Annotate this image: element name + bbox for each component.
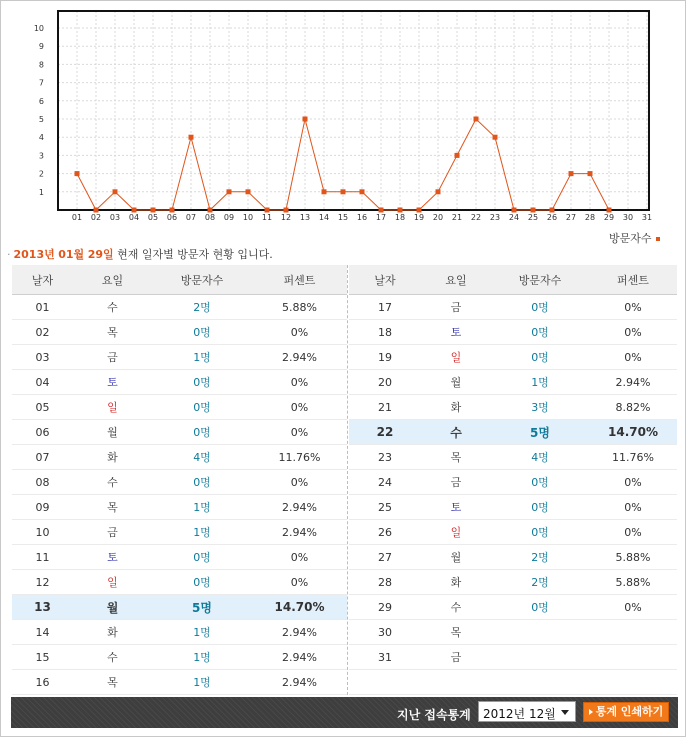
y-tick-label: 4: [38, 133, 44, 143]
table-row: [12, 345, 347, 370]
header-percent: 퍼센트: [589, 265, 677, 295]
data-point: [607, 208, 612, 213]
cell-date: 28: [349, 570, 421, 595]
header-weekday: 요일: [421, 265, 491, 295]
table-row: [349, 570, 677, 595]
data-point: [322, 189, 327, 194]
header-percent: 퍼센트: [252, 265, 347, 295]
data-point: [360, 189, 365, 194]
cell-percent: 2.94%: [252, 620, 347, 645]
data-point: [455, 153, 460, 158]
cell-date: 26: [349, 520, 421, 545]
table-row: [12, 520, 347, 545]
legend-marker-icon: [656, 237, 660, 241]
cell-visitors: 0명: [152, 395, 252, 420]
cell-weekday: 수: [73, 645, 152, 670]
data-point: [398, 208, 403, 213]
table-row: [349, 620, 677, 645]
x-tick-label: 29: [603, 213, 615, 222]
cell-date: 27: [349, 545, 421, 570]
cell-weekday: 금: [73, 345, 152, 370]
table-row: [349, 545, 677, 570]
x-tick-label: 22: [470, 213, 482, 222]
cell-weekday: 수: [73, 295, 152, 320]
cell-percent: 0%: [589, 595, 677, 620]
cell-date: 20: [349, 370, 421, 395]
x-tick-label: 05: [147, 213, 159, 222]
x-tick-label: 21: [451, 213, 463, 222]
stats-table-right: [349, 265, 677, 695]
cell-weekday: 금: [421, 470, 491, 495]
x-tick-label: 25: [527, 213, 539, 222]
cell-weekday: 화: [73, 620, 152, 645]
cell-visitors: [491, 620, 589, 645]
cell-weekday: 목: [73, 670, 152, 695]
cell-date: 17: [349, 295, 421, 320]
y-tick-label: 9: [38, 42, 44, 52]
cell-percent: 2.94%: [252, 670, 347, 695]
cell-percent: [589, 670, 677, 695]
y-tick-label: 1: [38, 187, 44, 197]
cell-date: 22: [349, 420, 421, 445]
column-divider: [347, 265, 348, 695]
cell-date: 11: [12, 545, 73, 570]
cell-weekday: 목: [421, 620, 491, 645]
cell-date: 14: [12, 620, 73, 645]
table-row: [12, 395, 347, 420]
cell-visitors: [491, 670, 589, 695]
cell-weekday: 목: [73, 320, 152, 345]
cell-visitors: 1명: [152, 670, 252, 695]
cell-weekday: 월: [73, 595, 152, 620]
y-tick-label: 5: [38, 115, 44, 124]
cell-visitors: 0명: [491, 595, 589, 620]
x-tick-label: 09: [223, 213, 235, 222]
x-tick-label: 24: [508, 213, 520, 222]
cell-weekday: 금: [421, 295, 491, 320]
x-tick-label: 16: [356, 213, 368, 222]
cell-weekday: 토: [421, 495, 491, 520]
table-row: [12, 545, 347, 570]
cell-percent: 2.94%: [252, 520, 347, 545]
data-point: [265, 208, 270, 213]
table-row: [12, 595, 347, 620]
cell-visitors: 1명: [152, 645, 252, 670]
cell-percent: 0%: [252, 395, 347, 420]
x-tick-label: 31: [641, 213, 653, 222]
y-tick-label: 10: [33, 24, 44, 33]
chevron-down-icon: [561, 710, 569, 715]
cell-visitors: 1명: [491, 370, 589, 395]
x-tick-label: 20: [432, 213, 444, 222]
chart-legend: [609, 230, 660, 246]
cell-visitors: 0명: [152, 370, 252, 395]
data-point: [379, 208, 384, 213]
summary-month: 01월: [58, 248, 85, 261]
cell-percent: 2.94%: [252, 345, 347, 370]
x-tick-label: 18: [394, 213, 406, 222]
cell-weekday: 일: [421, 520, 491, 545]
cell-date: 24: [349, 470, 421, 495]
y-tick-label: 7: [38, 78, 44, 88]
cell-visitors: 5명: [491, 420, 589, 445]
x-tick-label: 12: [280, 213, 292, 222]
table-row: [349, 370, 677, 395]
cell-date: [349, 670, 421, 695]
cell-percent: 5.88%: [252, 295, 347, 320]
x-tick-label: 19: [413, 213, 425, 222]
table-row: [349, 470, 677, 495]
data-point: [569, 171, 574, 176]
data-point: [550, 208, 555, 213]
cell-percent: 8.82%: [589, 395, 677, 420]
table-row: [349, 320, 677, 345]
cell-visitors: 0명: [152, 570, 252, 595]
summary-line: [7, 246, 273, 262]
legend-label: 방문자수: [609, 232, 652, 245]
cell-visitors: 5명: [152, 595, 252, 620]
cell-percent: 2.94%: [252, 495, 347, 520]
table-row: [12, 620, 347, 645]
cell-visitors: 2명: [491, 545, 589, 570]
table-row: [12, 670, 347, 695]
cell-date: 31: [349, 645, 421, 670]
x-tick-label: 23: [489, 213, 501, 222]
table-row: [349, 395, 677, 420]
cell-weekday: 목: [421, 445, 491, 470]
summary-text: 현재 일자별 방문자 현황 입니다.: [113, 248, 273, 261]
x-tick-label: 07: [185, 213, 197, 222]
cell-weekday: 월: [73, 420, 152, 445]
x-tick-label: 04: [128, 213, 140, 222]
table-row: [12, 470, 347, 495]
data-point: [170, 208, 175, 213]
table-row: [349, 520, 677, 545]
table-row: [349, 670, 677, 695]
month-select-value: 2012년 12월: [483, 707, 556, 721]
cell-date: 19: [349, 345, 421, 370]
header-date: 날자: [12, 265, 73, 295]
cell-weekday: 금: [421, 645, 491, 670]
cell-date: 30: [349, 620, 421, 645]
cell-date: 10: [12, 520, 73, 545]
cell-visitors: 0명: [491, 470, 589, 495]
month-select[interactable]: [478, 701, 576, 722]
print-stats-label: 통계 인쇄하기: [595, 705, 664, 718]
cell-weekday: 일: [73, 395, 152, 420]
cell-date: 21: [349, 395, 421, 420]
cell-date: 18: [349, 320, 421, 345]
cell-weekday: 화: [73, 445, 152, 470]
cell-date: 01: [12, 295, 73, 320]
cell-percent: 0%: [252, 320, 347, 345]
data-point: [113, 189, 118, 194]
cell-visitors: 0명: [152, 545, 252, 570]
cell-date: 02: [12, 320, 73, 345]
header-visitors: 방문자수: [152, 265, 252, 295]
x-tick-label: 06: [166, 213, 178, 222]
table-row: [349, 345, 677, 370]
table-row: [12, 295, 347, 320]
x-tick-label: 02: [90, 213, 102, 222]
cell-percent: 14.70%: [589, 420, 677, 445]
x-tick-label: 03: [109, 213, 121, 222]
cell-visitors: 0명: [491, 295, 589, 320]
cell-date: 08: [12, 470, 73, 495]
cell-percent: 0%: [252, 570, 347, 595]
visitor-chart: [1, 1, 686, 241]
cell-percent: 11.76%: [252, 445, 347, 470]
data-point: [417, 208, 422, 213]
cell-percent: 5.88%: [589, 570, 677, 595]
table-row: [12, 445, 347, 470]
cell-weekday: 토: [421, 320, 491, 345]
table-row: [12, 320, 347, 345]
previous-stats-label: 지난 접속통계: [397, 708, 471, 722]
cell-date: 13: [12, 595, 73, 620]
table-row: [12, 570, 347, 595]
cell-visitors: 0명: [491, 320, 589, 345]
header-visitors: 방문자수: [491, 265, 589, 295]
data-point: [436, 189, 441, 194]
cell-date: 25: [349, 495, 421, 520]
x-tick-label: 13: [299, 213, 311, 222]
x-tick-label: 10: [242, 213, 254, 222]
header-weekday: 요일: [73, 265, 152, 295]
data-point: [246, 189, 251, 194]
cell-weekday: 화: [421, 570, 491, 595]
header-date: 날자: [349, 265, 421, 295]
cell-percent: 0%: [252, 545, 347, 570]
table-row: [12, 370, 347, 395]
cell-percent: 0%: [589, 470, 677, 495]
cell-percent: 14.70%: [252, 595, 347, 620]
cell-visitors: 1명: [152, 620, 252, 645]
summary-year: 2013년: [13, 248, 55, 261]
x-tick-label: 11: [261, 213, 273, 222]
data-point: [493, 135, 498, 140]
data-point: [284, 208, 289, 213]
cell-weekday: 일: [73, 570, 152, 595]
data-point: [75, 171, 80, 176]
cell-weekday: 금: [73, 520, 152, 545]
data-point: [512, 208, 517, 213]
cell-percent: 0%: [589, 320, 677, 345]
table-row: [12, 645, 347, 670]
table-row: [12, 420, 347, 445]
data-point: [588, 171, 593, 176]
y-tick-label: 2: [38, 169, 44, 179]
cell-date: 12: [12, 570, 73, 595]
data-point: [208, 208, 213, 213]
bottom-toolbar: [11, 697, 678, 728]
cell-percent: 2.94%: [589, 370, 677, 395]
cell-weekday: 수: [73, 470, 152, 495]
cell-date: 15: [12, 645, 73, 670]
summary-day: 29일: [87, 248, 114, 261]
cell-percent: [589, 645, 677, 670]
cell-date: 23: [349, 445, 421, 470]
x-tick-label: 08: [204, 213, 216, 222]
data-point: [151, 208, 156, 213]
cell-percent: [589, 620, 677, 645]
cell-visitors: 1명: [152, 495, 252, 520]
table-row: [349, 295, 677, 320]
bullet-icon: ·: [7, 248, 11, 261]
cell-date: 07: [12, 445, 73, 470]
cell-date: 09: [12, 495, 73, 520]
cell-weekday: 일: [421, 345, 491, 370]
x-tick-label: 30: [622, 213, 634, 222]
table-row: [12, 495, 347, 520]
x-tick-label: 27: [565, 213, 577, 222]
cell-visitors: 3명: [491, 395, 589, 420]
x-tick-label: 14: [318, 213, 330, 222]
cell-visitors: 0명: [491, 520, 589, 545]
x-tick-label: 26: [546, 213, 558, 222]
cell-weekday: 토: [73, 370, 152, 395]
cell-percent: 0%: [252, 420, 347, 445]
cell-weekday: 월: [421, 545, 491, 570]
cell-weekday: [421, 670, 491, 695]
data-point: [341, 189, 346, 194]
cell-weekday: 월: [421, 370, 491, 395]
x-tick-label: 17: [375, 213, 387, 222]
cell-percent: 5.88%: [589, 545, 677, 570]
cell-weekday: 수: [421, 595, 491, 620]
cell-visitors: 4명: [491, 445, 589, 470]
cell-visitors: 0명: [491, 345, 589, 370]
cell-date: 16: [12, 670, 73, 695]
cell-date: 05: [12, 395, 73, 420]
data-point: [189, 135, 194, 140]
arrow-right-icon: [589, 709, 593, 715]
cell-date: 03: [12, 345, 73, 370]
cell-percent: 0%: [589, 495, 677, 520]
cell-percent: 0%: [252, 370, 347, 395]
cell-weekday: 목: [73, 495, 152, 520]
table-row: [349, 420, 677, 445]
table-row: [349, 445, 677, 470]
cell-date: 29: [349, 595, 421, 620]
x-tick-label: 01: [71, 213, 83, 222]
table-row: [349, 495, 677, 520]
cell-visitors: 0명: [152, 420, 252, 445]
table-row: [349, 595, 677, 620]
cell-visitors: 0명: [152, 320, 252, 345]
cell-visitors: 1명: [152, 520, 252, 545]
stats-table-left: [12, 265, 347, 695]
y-tick-label: 8: [38, 60, 44, 70]
cell-visitors: 1명: [152, 345, 252, 370]
cell-percent: 0%: [252, 470, 347, 495]
cell-percent: 0%: [589, 295, 677, 320]
y-tick-label: 6: [38, 96, 44, 106]
cell-visitors: 4명: [152, 445, 252, 470]
x-tick-label: 28: [584, 213, 596, 222]
cell-weekday: 화: [421, 395, 491, 420]
data-point: [227, 189, 232, 194]
cell-visitors: [491, 645, 589, 670]
cell-visitors: 2명: [152, 295, 252, 320]
table-row: [349, 645, 677, 670]
data-point: [303, 117, 308, 122]
plot-area: [58, 11, 649, 210]
cell-percent: 2.94%: [252, 645, 347, 670]
data-point: [474, 117, 479, 122]
cell-weekday: 토: [73, 545, 152, 570]
cell-visitors: 0명: [491, 495, 589, 520]
cell-percent: 11.76%: [589, 445, 677, 470]
cell-weekday: 수: [421, 420, 491, 445]
cell-date: 04: [12, 370, 73, 395]
data-point: [132, 208, 137, 213]
cell-visitors: 2명: [491, 570, 589, 595]
print-stats-button[interactable]: [583, 702, 669, 722]
cell-percent: 0%: [589, 345, 677, 370]
data-point: [94, 208, 99, 213]
cell-date: 06: [12, 420, 73, 445]
cell-visitors: 0명: [152, 470, 252, 495]
cell-percent: 0%: [589, 520, 677, 545]
x-tick-label: 15: [337, 213, 349, 222]
y-tick-label: 3: [38, 151, 44, 161]
data-point: [531, 208, 536, 213]
